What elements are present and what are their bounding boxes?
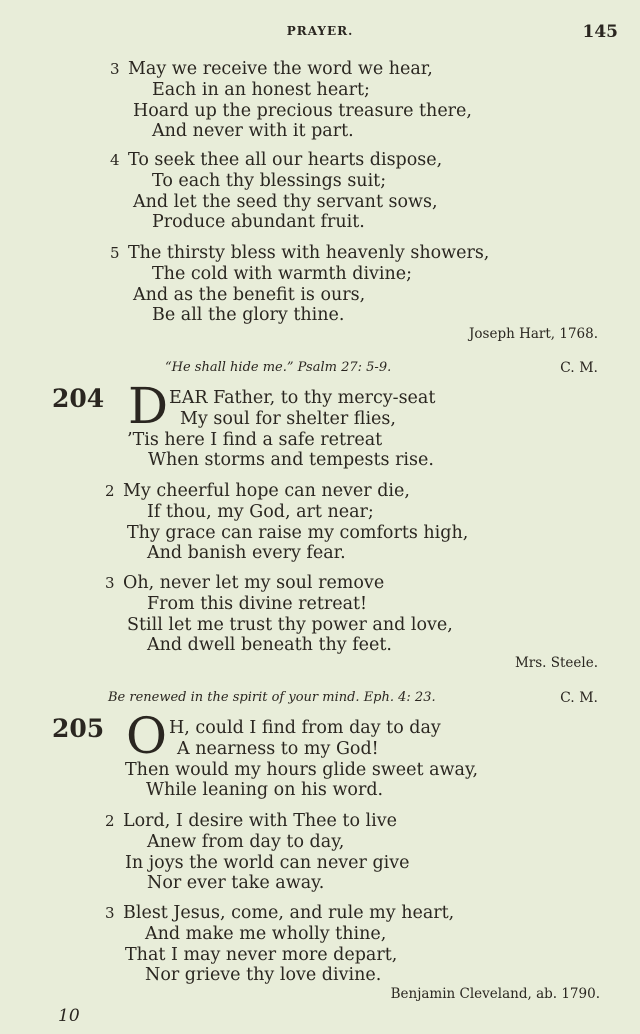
verse-line: A nearness to my God! (177, 738, 379, 759)
verse-line: Anew from day to day, (147, 831, 345, 852)
verse-number: 2 (105, 482, 115, 500)
verse-line: Hoard up the precious treasure there, (133, 100, 472, 121)
signature-mark: 10 (58, 1006, 80, 1026)
verse-number: 2 (105, 812, 115, 830)
verse-line: And dwell beneath thy feet. (147, 635, 392, 656)
verse-line: To seek thee all our hearts dispose, (128, 150, 443, 170)
verse-line: Be all the glory thine. (152, 305, 345, 326)
verse-line: Then would my hours glide sweet away, (125, 759, 479, 780)
verse-line: From this divine retreat! (147, 593, 368, 614)
verse-line: While leaning on his word. (146, 780, 384, 801)
verse-line: The thirsty bless with heavenly showers, (128, 243, 490, 263)
hymn-205-number: 205 (52, 714, 105, 743)
hymn-205-meter: C. M. (560, 690, 598, 706)
hymn-205-header (100, 690, 598, 708)
verse-line: To each thy blessings suit; (152, 170, 387, 191)
verse-line: My soul for shelter flies, (180, 408, 396, 429)
hymn-205-attribution: Benjamin Cleveland, ab. 1790. (390, 986, 600, 1002)
hymn-204-number: 204 (52, 384, 105, 413)
verse-number: 3 (110, 60, 120, 78)
verse-number: 3 (105, 574, 115, 592)
verse-line: And let the seed thy servant sows, (133, 191, 438, 212)
verse-line: ’Tis here I find a safe retreat (127, 429, 383, 450)
hymn-205-verse-3 (105, 903, 454, 986)
prev-hymn-attribution: Joseph Hart, 1768. (468, 326, 598, 342)
prev-hymn-verse-3 (110, 59, 472, 142)
hymn-204-verse-1 (125, 388, 435, 471)
first-word: EAR (169, 388, 208, 408)
page-number: 145 (582, 22, 618, 42)
verse-line: Lord, I desire with Thee to live (123, 811, 397, 831)
verse-line: The cold with warmth divine; (152, 263, 413, 284)
verse-line: And as the benefit is ours, (133, 284, 366, 305)
verse-line: Thy grace can raise my comforts high, (127, 522, 469, 543)
verse-line: Produce abundant fruit. (152, 212, 365, 233)
verse-number: 5 (110, 244, 120, 262)
hymn-204-meter: C. M. (560, 360, 598, 376)
verse-line: Father, to thy mercy-seat (207, 388, 436, 408)
hymn-205-verse-1 (125, 718, 478, 801)
verse-number: 3 (105, 904, 115, 922)
hymn-204-header (100, 360, 598, 378)
verse-number: 4 (110, 151, 120, 169)
hymn-205-epigraph: Be renewed in the spirit of your mind. Eph. 4: 23. (108, 690, 436, 705)
prev-hymn-verse-4 (110, 150, 442, 233)
first-word: H, (169, 718, 190, 738)
hymn-204-epigraph: “He shall hide me.” Psalm 27: 5-9. (165, 360, 392, 375)
verse-line: If thou, my God, art near; (147, 501, 374, 522)
verse-line: When storms and tempests rise. (148, 450, 434, 471)
verse-line: Nor ever take away. (147, 873, 325, 894)
hymn-205-dropcap: O (126, 707, 167, 765)
verse-line: Oh, never let my soul remove (123, 573, 385, 593)
verse-line: Nor grieve thy love divine. (145, 965, 382, 986)
hymn-204-verse-2 (105, 481, 468, 564)
prev-hymn-verse-5 (110, 243, 489, 326)
verse-line: May we receive the word we hear, (128, 59, 433, 79)
verse-line: And never with it part. (152, 121, 354, 142)
page-title: PRAYER. (286, 24, 354, 38)
hymn-204-dropcap: D (128, 377, 169, 435)
verse-line: could I find from day to day (189, 718, 441, 738)
verse-line: That I may never more depart, (125, 944, 398, 965)
verse-line: And banish every fear. (147, 543, 346, 564)
verse-line: Blest Jesus, come, and rule my heart, (123, 903, 455, 923)
verse-line: And make me wholly thine, (145, 923, 387, 944)
verse-line: Each in an honest heart; (152, 79, 370, 100)
verse-line: My cheerful hope can never die, (123, 481, 410, 501)
hymn-204-verse-3 (105, 573, 453, 656)
hymn-204-attribution: Mrs. Steele. (514, 655, 598, 671)
verse-line: In joys the world can never give (125, 852, 410, 873)
hymn-205-verse-2 (105, 811, 410, 894)
verse-line: Still let me trust thy power and love, (127, 614, 453, 635)
